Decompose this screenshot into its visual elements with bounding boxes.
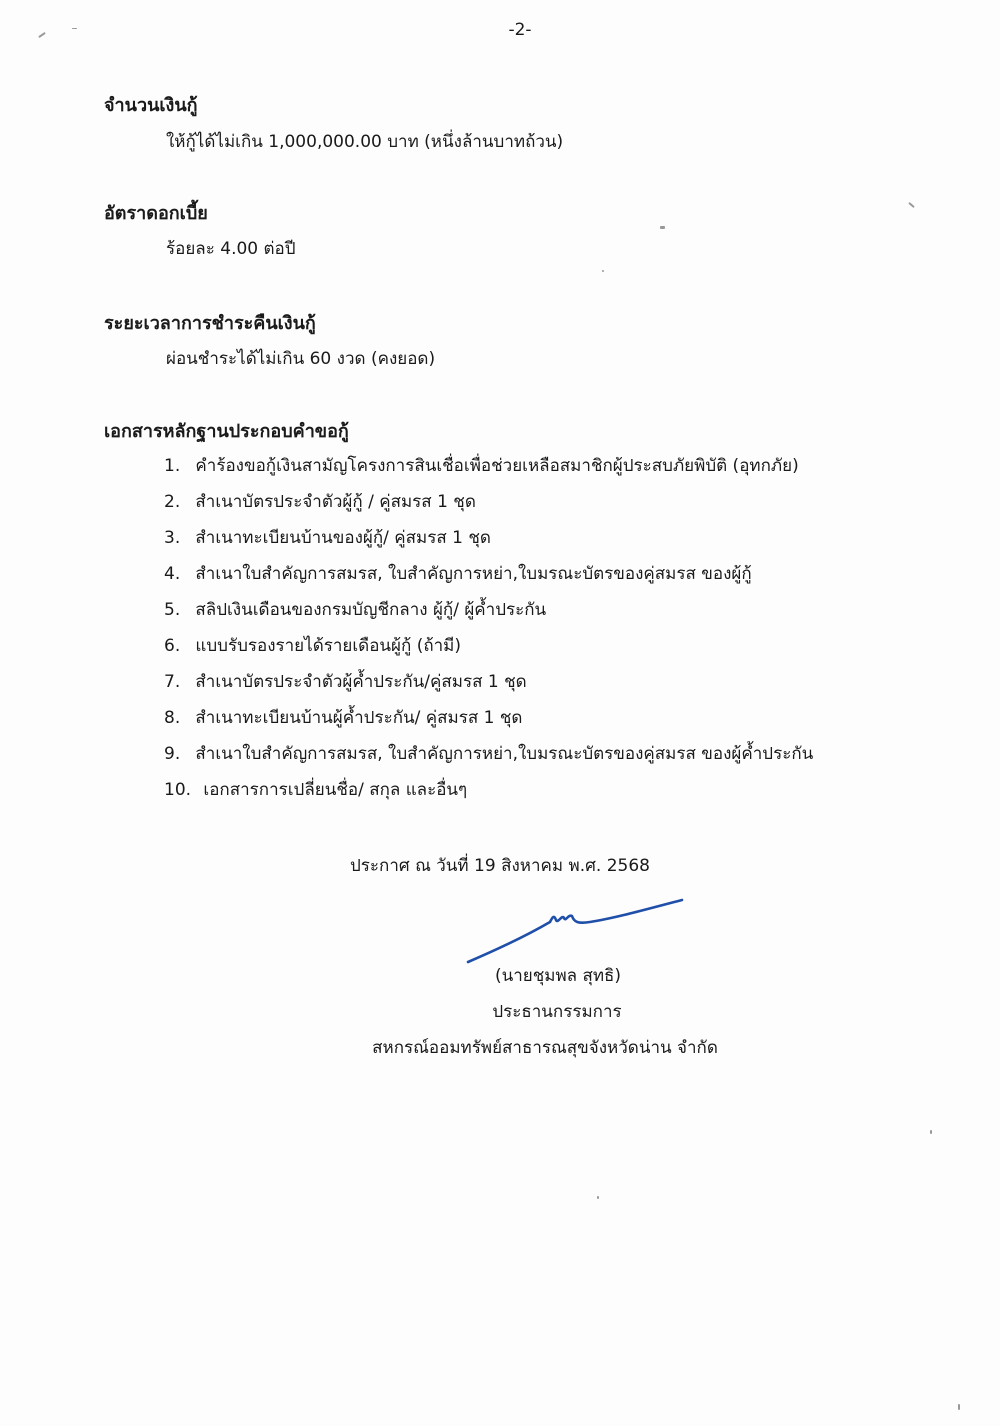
document-item-text: คำร้องขอกู้เงินสามัญโครงการสินเชื่อเพื่อช่วยเหลือสมาชิกผู้ประสบภัยพิบัติ (อุทกภัย) [195,456,799,476]
scan-speck [930,1130,932,1134]
document-item-3 [164,524,813,560]
document-item-text: สำเนาใบสำคัญการสมรส, ใบสำคัญการหย่า,ใบมรณะบัตรของคู่สมรส ของผู้กู้ [195,564,752,584]
announcement-date: ประกาศ ณ วันที่ 19 สิงหาคม พ.ศ. 2568 [350,856,650,876]
scan-speck [908,202,915,208]
document-item-text: แบบรับรองรายได้รายเดือนผู้กู้ (ถ้ามี) [195,636,462,656]
document-item-text: สลิปเงินเดือนของกรมบัญชีกลาง ผู้กู้/ ผู้ค้ำประกัน [195,600,547,620]
interest-heading: อัตราดอกเบี้ย [104,203,208,224]
document-item-text: เอกสารการเปลี่ยนชื่อ/ สกุล และอื่นๆ [203,780,468,800]
interest-text: ร้อยละ 4.00 ต่อปี [166,239,296,259]
document-item-8 [164,704,813,740]
repayment-heading: ระยะเวลาการชำระคืนเงินกู้ [104,313,316,334]
repayment-text: ผ่อนชำระได้ไม่เกิน 60 งวด (คงยอด) [166,349,436,369]
document-item-5 [164,596,813,632]
signatory-block [360,962,730,1070]
document-item-number: 3. [164,528,181,548]
document-item-9 [164,740,813,776]
document-item-number: 9. [164,744,181,764]
document-item-7 [164,668,813,704]
loan-amount-heading: จำนวนเงินกู้ [104,95,198,116]
loan-amount-text: ให้กู้ได้ไม่เกิน 1,000,000.00 บาท (หนึ่งล้านบาทถ้วน) [166,132,564,152]
document-item-text: สำเนาทะเบียนบ้านของผู้กู้/ คู่สมรส 1 ชุด [195,528,491,548]
document-item-6 [164,632,813,668]
document-item-4 [164,560,813,596]
signatory-name: (นายชุมพล สุทธิ) [494,966,622,986]
document-item-number: 10. [164,780,192,800]
document-item-number: 1. [164,456,181,476]
document-item-number: 6. [164,636,181,656]
document-item-number: 7. [164,672,181,692]
documents-list [164,452,813,812]
document-item-number: 5. [164,600,181,620]
document-item-text: สำเนาทะเบียนบ้านผู้ค้ำประกัน/ คู่สมรส 1 ชุด [195,708,523,728]
scan-speck [72,28,77,29]
document-item-text: สำเนาบัตรประจำตัวผู้ค้ำประกัน/คู่สมรส 1 ชุด [195,672,527,692]
document-item-number: 4. [164,564,181,584]
document-item-10 [164,776,813,812]
documents-heading: เอกสารหลักฐานประกอบคำขอกู้ [104,421,349,442]
scan-speck [597,1196,599,1199]
document-item-1 [164,452,813,488]
document-item-number: 2. [164,492,181,512]
document-item-2 [164,488,813,524]
signatory-title: ประธานกรรมการ [492,1002,622,1022]
signature-mark [466,892,686,966]
document-item-text: สำเนาบัตรประจำตัวผู้กู้ / คู่สมรส 1 ชุด [195,492,476,512]
scan-speck [602,270,604,272]
scan-speck [660,226,665,229]
document-item-number: 8. [164,708,181,728]
page-number: -2- [508,20,532,40]
document-item-text: สำเนาใบสำคัญการสมรส, ใบสำคัญการหย่า,ใบมรณะบัตรของคู่สมรส ของผู้ค้ำประกัน [195,744,814,764]
scan-speck [958,1404,960,1410]
signatory-organization: สหกรณ์ออมทรัพย์สาธารณสุขจังหวัดน่าน จำกัด [372,1038,718,1058]
